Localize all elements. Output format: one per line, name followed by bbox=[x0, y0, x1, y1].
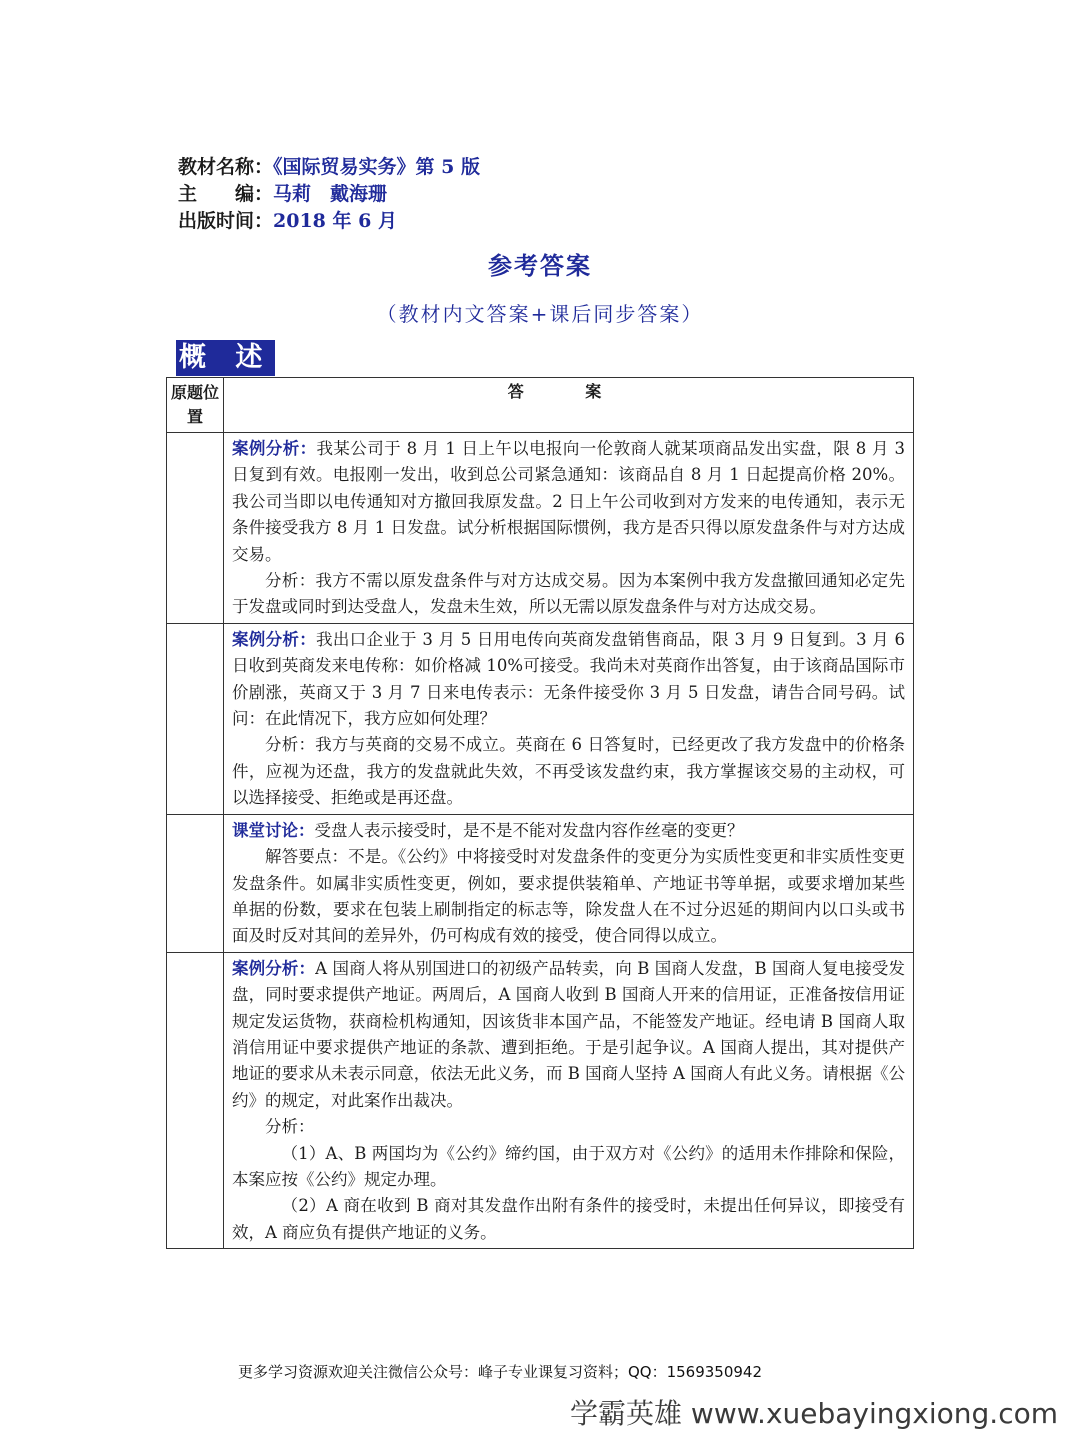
question-text bbox=[232, 436, 905, 568]
answer-cell bbox=[224, 814, 914, 952]
editor-label: 主 编： bbox=[178, 183, 274, 205]
page-subtitle: （教材内文答案+课后同步答案） bbox=[376, 302, 704, 326]
answer-cell bbox=[224, 623, 914, 814]
question-text bbox=[232, 956, 905, 1114]
question-tag: 案例分析： bbox=[232, 958, 316, 978]
table-row bbox=[167, 433, 914, 624]
table-header-row bbox=[167, 378, 914, 433]
site-watermark: 学霸英雄 www.xuebayingxiong.com bbox=[570, 1397, 1058, 1430]
question-body: A 国商人将从别国进口的初级产品转卖，向 B 国商人发盘，B 国商人复电接受发盘，同时要求提供产地证。两周后，A 国商人收到 B 国商人开来的信用证，正准备按信用证规定发运货物，获商检机构通知，因该货非本国产品，不能签发产地证。经电请 B 国商人取消信用证中要求提供产地证的条款、遭到拒绝。于是引起争议。A 国商人提出，其对提供产地证的要求从未表示同意，依法无此义务，而 B 国商人坚持 A 国商人有此义务。请根据《公约》的规定，对此案作出裁决。 bbox=[232, 958, 905, 1110]
question-text bbox=[232, 818, 905, 844]
analysis-label: 分析： bbox=[265, 1117, 315, 1137]
question-tag: 案例分析： bbox=[232, 439, 317, 458]
col-header-position: 原题位置 bbox=[167, 378, 224, 433]
publish-date-label: 出版时间： bbox=[178, 210, 274, 232]
question-text bbox=[232, 627, 905, 733]
book-name-label: 教材名称： bbox=[178, 156, 274, 178]
answer-cell bbox=[224, 433, 914, 624]
question-body: 我出口企业于 3 月 5 日用电传向英商发盘销售商品，限 3 月 9 日复到。3 月 6 日收到英商发来电传称：如价格减 10%可接受。我尚未对英商作出答复，由于该商品国际市价剧涨，英商又于 3 月 7 日来电传表示：无条件接受你 3 月 5 日发盘，请告合同号码。试问：在此情况下，我方应如何处理？ bbox=[232, 629, 906, 729]
table-row bbox=[167, 814, 914, 952]
book-name-row bbox=[178, 154, 480, 181]
footer-note: 更多学习资源欢迎关注微信公众号：峰子专业课复习资料；QQ：1569350942 bbox=[237, 1363, 763, 1381]
editor-value: 马莉 戴海珊 bbox=[273, 183, 388, 205]
position-cell bbox=[167, 952, 224, 1248]
analysis-text: 解答要点：不是。《公约》中将接受时对发盘条件的变更分为实质性变更和非实质性变更发盘条件。如属非实质性变更，例如，要求提供装箱单、产地证书等单据，或要求增加某些单据的份数，要求在包装上刷制指定的标志等，除发盘人在不过分迟延的期间内以口头或书面及时反对其间的差异外，仍可构成有效的接受，使合同得以成立。 bbox=[232, 847, 905, 946]
answer-table bbox=[166, 377, 914, 1249]
question-tag: 案例分析： bbox=[232, 629, 317, 649]
section-heading: 概 述 bbox=[176, 340, 275, 376]
analysis-point-1: （1）A、B 两国均为《公约》缔约国，由于双方对《公约》的适用未作排除和保险，本案应按《公约》规定办理。 bbox=[232, 1143, 905, 1189]
page-title: 参考答案 bbox=[488, 251, 592, 280]
table-row bbox=[167, 952, 914, 1248]
question-tag: 课堂讨论： bbox=[232, 820, 315, 840]
position-cell bbox=[167, 433, 224, 624]
analysis-point-2: （2）A 商在收到 B 商对其发盘作出附有条件的接受时，未提出任何异议，即接受有效，A 商应负有提供产地证的义务。 bbox=[232, 1196, 905, 1242]
book-name-value: 《国际贸易实务》第 5 版 bbox=[273, 156, 480, 178]
question-body: 受盘人表示接受时，是不是不能对发盘内容作丝毫的变更？ bbox=[314, 820, 744, 840]
publish-date-value: 2018 年 6 月 bbox=[273, 210, 397, 232]
position-cell bbox=[167, 814, 224, 952]
position-cell bbox=[167, 623, 224, 814]
analysis-text: 分析：我方与英商的交易不成立。英商在 6 日答复时，已经更改了我方发盘中的价格条件，应视为还盘，我方的发盘就此失效，不再受该发盘约束，我方掌握该交易的主动权，可以选择接受、拒绝或是再还盘。 bbox=[232, 735, 905, 808]
analysis-text: 分析：我方不需以原发盘条件与对方达成交易。因为本案例中我方发盘撤回通知必定先于发盘或同时到达受盘人，发盘未生效，所以无需以原发盘条件与对方达成交易。 bbox=[232, 571, 905, 617]
editor-row bbox=[178, 181, 480, 208]
table-row bbox=[167, 623, 914, 814]
answer-cell bbox=[224, 952, 914, 1248]
publish-date-row bbox=[178, 208, 480, 235]
col-header-answer: 答 案 bbox=[224, 378, 914, 433]
question-body: 我某公司于 8 月 1 日上午以电报向一伦敦商人就某项商品发出实盘，限 8 月 3 日复到有效。电报刚一发出，收到总公司紧急通知：该商品自 8 月 1 日起提高价格 20%。我公司当即以电传通知对方撤回我原发盘。2 日上午公司收到对方发来的电传通知，表示无条件接受我方 8 月 1 日发盘。试分析根据国际惯例，我方是否只得以原发盘条件与对方达成交易。 bbox=[232, 439, 905, 564]
book-meta bbox=[178, 154, 480, 235]
